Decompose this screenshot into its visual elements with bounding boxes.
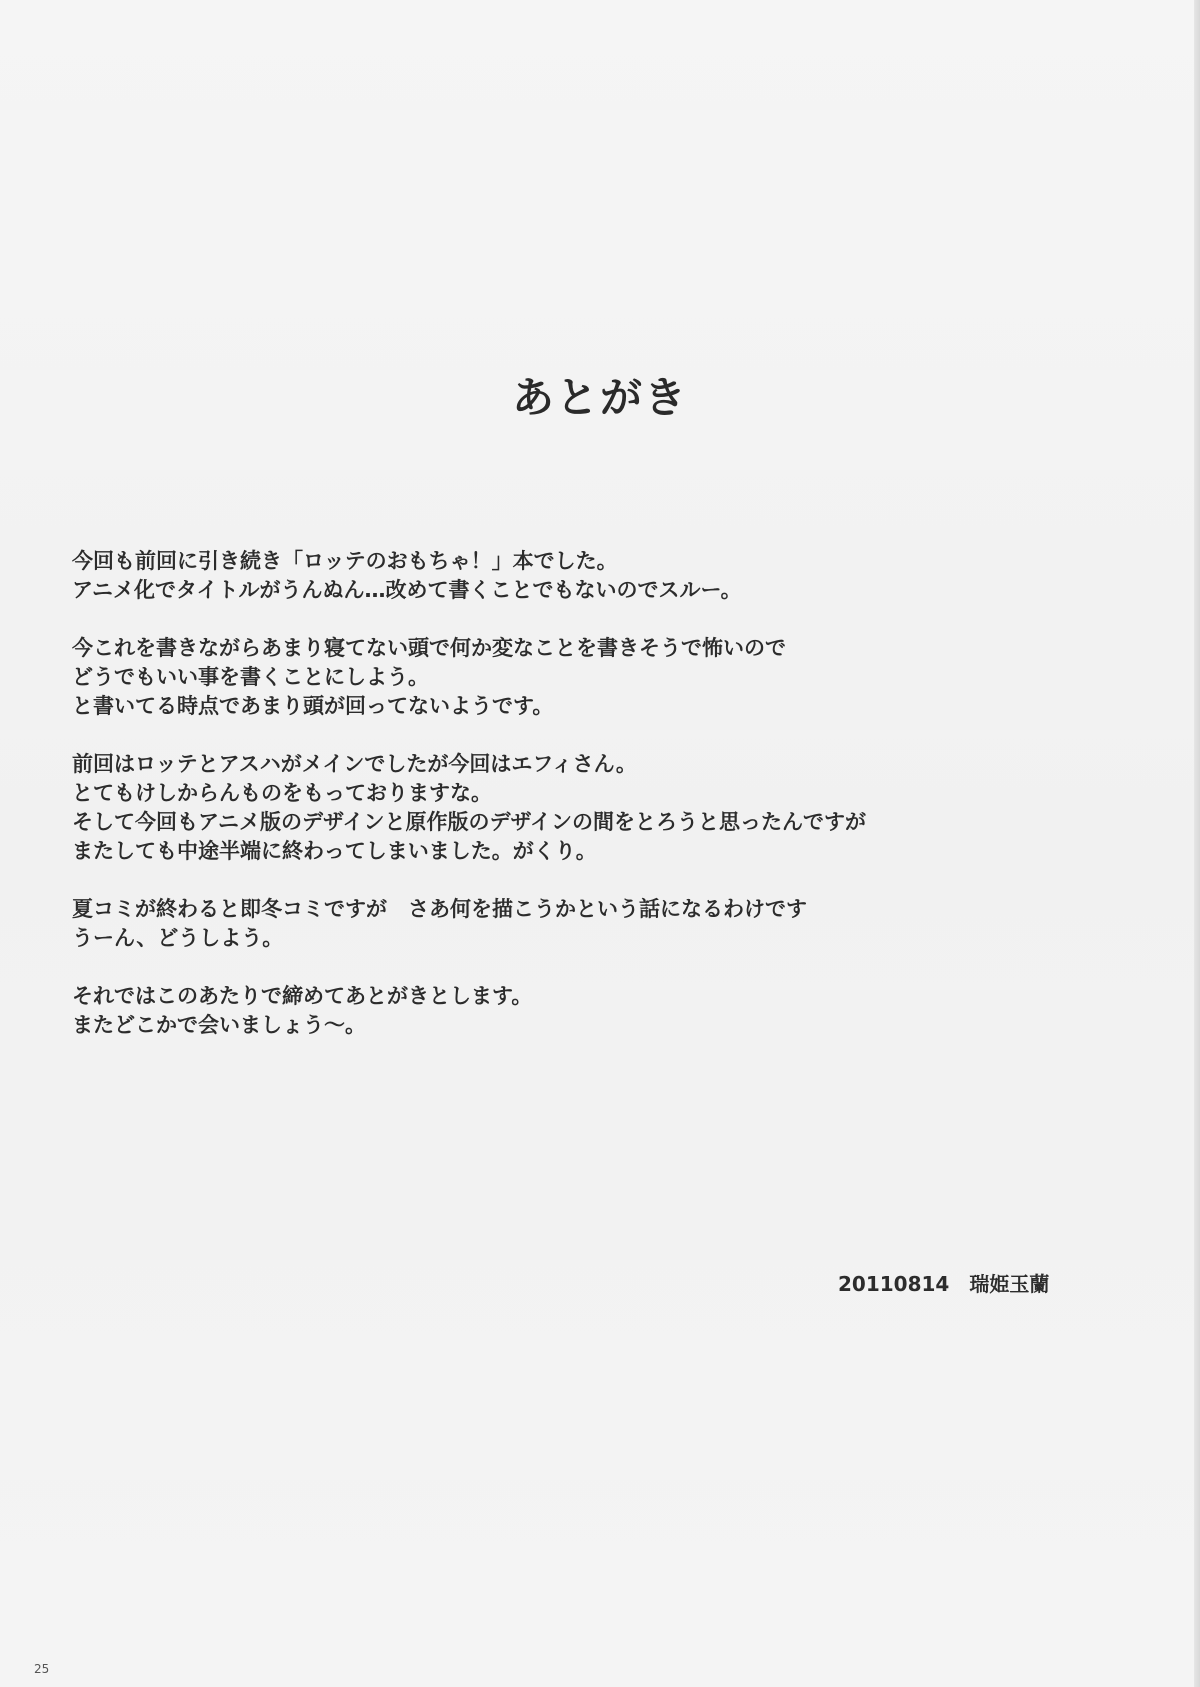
paragraph bbox=[72, 750, 1132, 866]
text-line: 前回はロッテとアスハがメインでしたが今回はエフィさん。 bbox=[72, 752, 637, 776]
text-line: またどこかで会いましょう～。 bbox=[72, 1013, 366, 1037]
signature: 20110814 瑞姫玉蘭 bbox=[838, 1272, 1050, 1296]
paragraph bbox=[72, 547, 1132, 605]
page-number: 25 bbox=[34, 1662, 50, 1676]
text-line: 今回も前回に引き続き「ロッテのおもちゃ！」本でした。 bbox=[72, 549, 618, 573]
page-title: あとがき bbox=[511, 373, 688, 422]
text-line: とてもけしからんものをもっておりますな。 bbox=[72, 781, 492, 805]
text-line: 夏コミが終わると即冬コミですが さあ何を描こうかという話になるわけです bbox=[72, 897, 807, 921]
text-line: それではこのあたりで締めてあとがきとします。 bbox=[72, 984, 533, 1008]
text-line: どうでもいい事を書くことにしよう。 bbox=[72, 665, 429, 689]
text-line: 今これを書きながらあまり寝てない頭で何か変なことを書きそうで怖いので bbox=[72, 636, 786, 660]
afterword-body bbox=[72, 547, 1132, 1069]
text-line: そして今回もアニメ版のデザインと原作版のデザインの間をとろうと思ったんですが bbox=[72, 810, 867, 834]
paragraph bbox=[72, 895, 1132, 953]
text-line: アニメ化でタイトルがうんぬん…改めて書くことでもないのでスルー。 bbox=[72, 578, 742, 602]
text-line: と書いてる時点であまり頭が回ってないようです。 bbox=[72, 694, 554, 718]
paragraph bbox=[72, 634, 1132, 721]
text-line: うーん、どうしよう。 bbox=[72, 926, 284, 950]
page-edge bbox=[1194, 0, 1200, 1687]
text-line: またしても中途半端に終わってしまいました。がくり。 bbox=[72, 839, 597, 863]
paragraph bbox=[72, 982, 1132, 1040]
